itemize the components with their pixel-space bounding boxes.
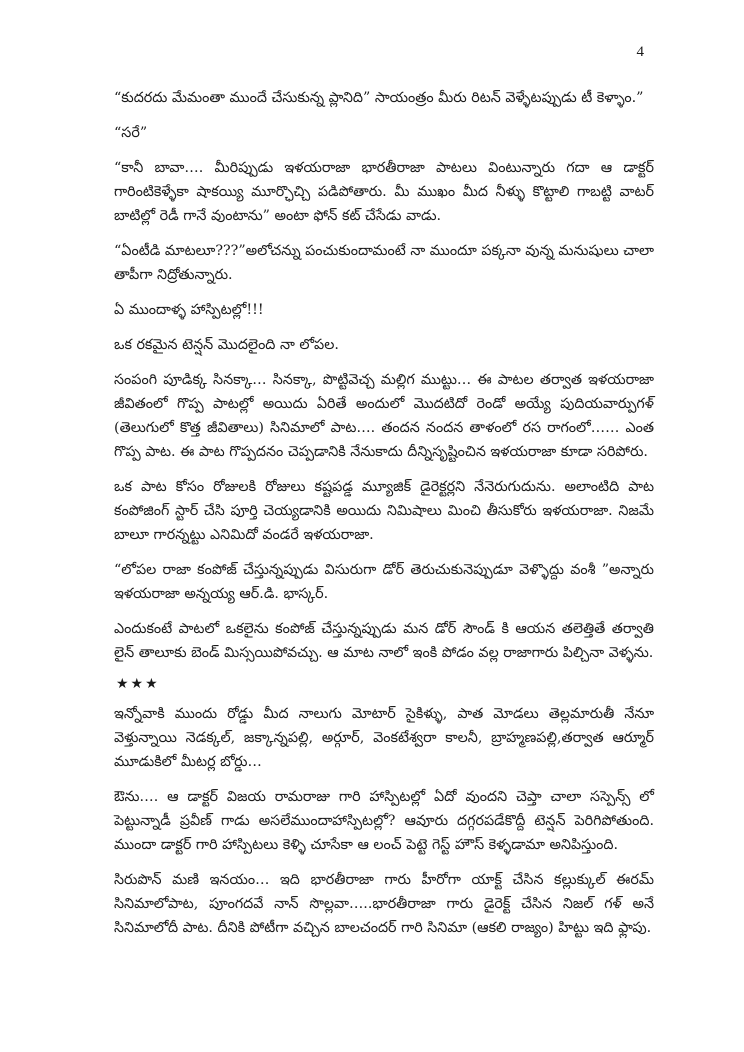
paragraph-2: “సరే”: [114, 125, 148, 141]
paragraph-7: సంపంగి పూడిక్క సినక్కా… సినక్కా, పొట్టివెచ్చ మల్లిగ ముట్టు… ఈ పాటల తర్వాత ఇళయరాజా జీవితంలో గొప్ప పాటల్లో అయిదు ఏరితే అందులో మొదటిదో రెండో అయ్యే పుదియవార్పుగళ్ (తెలుగులో కొత్త జీవితాలు) సినిమాలో పాట…. తందన నందన తాళంలో రస రాగంలో…… ఎంత గొప్ప పాట. ఈ పాట గొప్పదనం చెప్పడానికి నేనుకాదు దీన్నిసృష్టించిన ఇళయరాజా కూడా సరిపోరు.: [114, 372, 654, 460]
paragraph-11: ఇన్నోవాకి ముందు రోడ్డు మీద నాలుగు మోటార్ సైకిళ్ళు, పాత మోడలు తెల్లమారుతీ నేనూ వెళ్తున్నాయి నెడక్కల్, జక్కాన్నపల్లి, అర్గూర్, వెంకటేశ్వరా కాలనీ, బ్రాహ్మణపల్లి,తర్వాత ఆర్మూర్ మూడుకిలో మీటర్ల బోర్డు…: [114, 706, 654, 770]
paragraph-3: “కానీ బావా…. మీరిప్పుడు ఇళయరాజా భారతీరాజా పాటలు వింటున్నారు గదా ఆ డాక్టర్ గారింటికెళ్ళేకా షాకయ్యి మూర్ఛొచ్చి పడిపోతారు. మీ ముఖం మీద నీళ్ళు కొట్టాలి గాబట్టి వాటర్ బాటిల్లో రెడీ గానే వుంటాను” అంటా ఫోన్ కట్ చేసేడు వాడు.: [114, 160, 654, 224]
paragraph-4: “ఏంటీడి మాటలూ???”అలోచన్ను పంచుకుందామంటే నా ముందూ పక్కనా వున్న మనుషులు చాలా తాపీగా నిద్రోతున్నారు.: [114, 243, 654, 283]
section-separator: ★★★: [116, 676, 160, 692]
page-number: 4: [636, 44, 644, 60]
page-body: [114, 86, 654, 951]
paragraph-8: ఒక పాట కోసం రోజులకి రోజులు కష్టపడ్డ మ్యూజిక్ డైరెక్టర్లని నేనెరుగుదును. అలాంటిది పాట కంపోజింగ్ స్టార్ చేసి పూర్తి చెయ్యడానికి అయిదు నిమిషాలు మించి తీసుకోరు ఇళయరాజా. నిజమే బాలూ గారన్నట్టు ఎనిమిదో వండరే ఇళయరాజా.: [114, 479, 654, 543]
paragraph-9: “లోపల రాజా కంపోజ్ చేస్తున్నప్పుడు విసురుగా డోర్ తెరుచుకునెప్పుడూ వెళ్ళొద్దు వంశీ ”అన్నారు ఇళయరాజా అన్నయ్య ఆర్.డి. భాస్కర్.: [114, 562, 654, 602]
paragraph-10: ఎందుకంటే పాటలో ఒకలైను కంపోజ్ చేస్తున్నప్పుడు మన డోర్ సౌండ్ కి ఆయన తలెత్తితే తర్వాతి లైన్ తాలూకు బెండ్ మిస్సయిపోవచ్చు. ఆ మాట నాలో ఇంకి పోడం వల్ల రాజాగారు పిల్చినా వెళ్ళను.: [114, 621, 654, 661]
paragraph-5: ఏ ముందాళ్ళ హాస్పిటల్లో!!!: [114, 302, 264, 318]
paragraph-1: “కుదరదు మేమంతా ముందే చేసుకున్న ప్లానిది” సాయంత్రం మీరు రిటన్ వెళ్ళేటప్పుడు టీ కెళ్ళాం.”: [114, 90, 644, 106]
paragraph-13: సిరుపొన్ మణి ఇనయం… ఇది భారతీరాజా గారు హీరోగా యాక్ట్ చేసిన కల్లుక్కుల్ ఈరమ్ సినిమాలోపాట, పూంగదవే నాన్ సొల్లవా…..భారతీరాజా గారు డైరెక్ట్ చేసిన నిజల్ గళ్ అనే సినిమాలోదీ పాట. దీనికి పోటీగా వచ్చిన బాలచందర్ గారి సినిమా (ఆకలి రాజ్యం) హిట్టు ఇది ఫ్లాపు.: [114, 872, 654, 936]
paragraph-6: ఒక రకమైన టెన్షన్ మొదలైంది నా లోపల.: [114, 337, 339, 353]
paragraph-12: ఔను…. ఆ డాక్టర్ విజయ రామరాజు గారి హాస్పిటల్లో ఏదో వుందని చెప్తా చాలా సస్పెన్స్ లో పెట్టున్నాడీ ప్రవీణ్ గాడు అసలేముందాహాస్పిటల్లో? ఆవూరు దగ్గరపడేకొద్దీ టెన్షన్ పెరిగిపోతుంది. ముందా డాక్టర్ గారి హాస్పిటలు కెళ్ళి చూసేకా ఆ లంచ్ పెట్టె గెస్ట్ హౌస్ కెళ్ళడామా అనిపిస్తుంది.: [114, 789, 654, 853]
